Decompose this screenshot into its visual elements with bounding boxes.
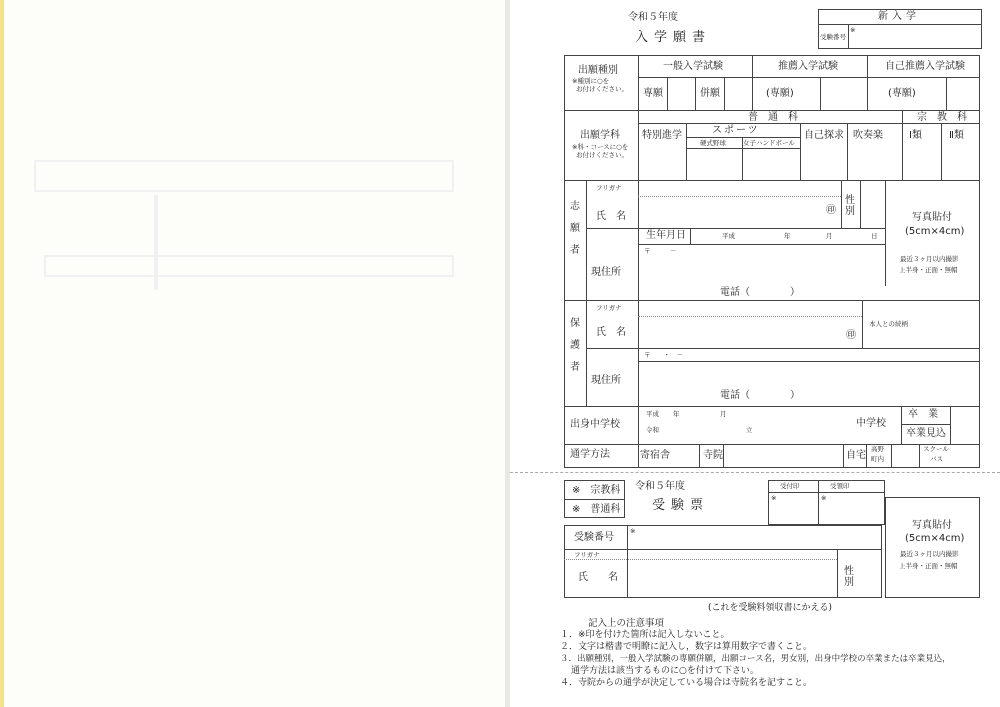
birth-era: 平成 bbox=[722, 232, 735, 240]
bleed-through-shape bbox=[34, 160, 454, 192]
postal-mark: 〒 － bbox=[644, 247, 677, 255]
photo-note: 最近３ヶ月以内撮影 bbox=[900, 550, 959, 558]
postal-mark: 〒 ・ － bbox=[644, 351, 683, 359]
note-item: ３．出願種別，一般入学試験の専願併願，出願コース名，男女別，出身中学校の卒業または卒業見込， bbox=[560, 654, 951, 664]
school-era: 平成 bbox=[646, 410, 659, 418]
birth-month: 月 bbox=[826, 232, 833, 240]
heigan-option[interactable]: 併願 bbox=[700, 88, 720, 99]
seal-mark: ㊞ bbox=[846, 330, 856, 341]
religion-dept-header: 宗 教 科 bbox=[917, 112, 967, 123]
home-option[interactable]: 自宅 bbox=[846, 450, 866, 461]
form-era: 令和５年度 bbox=[628, 12, 678, 23]
photo-note: 上半身・正面・無帽 bbox=[899, 562, 958, 570]
baseball-option[interactable]: 硬式野球 bbox=[700, 139, 726, 147]
receipt-note: (これを受験料領収書にかえる) bbox=[708, 603, 833, 613]
applicant-address-label: 現住所 bbox=[591, 267, 621, 278]
guardian-section-label: 保護者 bbox=[570, 318, 580, 373]
school-label: 出身中学校 bbox=[570, 419, 620, 430]
school-ritsu: 立 bbox=[746, 426, 753, 434]
seal-mark: ㊞ bbox=[826, 205, 836, 216]
type-note: お付けください。 bbox=[576, 85, 628, 93]
applicant-section-label: 志願者 bbox=[570, 201, 580, 256]
dept-note: ※科・コースに○を bbox=[572, 143, 629, 151]
dept-label: 出願学科 bbox=[580, 130, 620, 141]
office-mark: ※ bbox=[771, 494, 777, 502]
general-exam-option[interactable]: 一般入学試験 bbox=[663, 61, 723, 72]
bus-option[interactable]: スクール bbox=[923, 445, 949, 453]
class2-option[interactable]: Ⅱ類 bbox=[949, 130, 964, 141]
sex-label: 性別 bbox=[845, 195, 855, 217]
tokubetsu-option[interactable]: 特別進学 bbox=[642, 130, 682, 141]
cut-line bbox=[510, 472, 1000, 473]
note-item: １．※印を付けた箇所は記入しないこと。 bbox=[560, 630, 730, 640]
sports-course-header: スポーツ bbox=[712, 125, 760, 136]
form-title: 入学願書 bbox=[635, 30, 712, 45]
received-stamp-label: 受領印 bbox=[830, 482, 850, 490]
handball-option[interactable]: 女子ハンドボール bbox=[743, 139, 795, 147]
applicant-name-label: 氏 名 bbox=[596, 211, 626, 222]
suiso-option[interactable]: 吹奏楽 bbox=[853, 130, 883, 141]
koya-option[interactable]: 高野 bbox=[871, 445, 884, 453]
applicant-tel-label: 電話（ ） bbox=[720, 287, 800, 298]
exam-number-label: 受験番号 bbox=[820, 33, 846, 41]
photo-label: 写真貼付 bbox=[912, 212, 952, 223]
senkan-option[interactable]: (専願) bbox=[888, 88, 916, 99]
graduated-option[interactable]: 卒 業 bbox=[908, 409, 938, 420]
ticket-name-label: 氏 名 bbox=[578, 572, 618, 583]
note-item: ４．寺院からの通学が決定している場合は寺院名を記すこと。 bbox=[560, 678, 813, 688]
furigana-label: フリガナ bbox=[574, 551, 600, 559]
office-mark: ※ bbox=[821, 494, 827, 502]
senkan-option[interactable]: (専願) bbox=[766, 88, 794, 99]
expected-grad-option[interactable]: 卒業見込 bbox=[906, 428, 946, 439]
ticket-religion-option[interactable]: ※ 宗教科 bbox=[572, 485, 621, 496]
photo-label: 写真貼付 bbox=[912, 520, 952, 531]
ticket-sex-label: 性別 bbox=[844, 566, 854, 588]
ticket-title: 受験票 bbox=[652, 498, 710, 513]
guardian-address-label: 現住所 bbox=[591, 375, 621, 386]
senkan-option[interactable]: 専願 bbox=[643, 88, 663, 99]
photo-size: (5cm×4cm) bbox=[905, 226, 965, 237]
general-dept-header: 普 通 科 bbox=[748, 112, 798, 123]
ticket-general-option[interactable]: ※ 普通科 bbox=[572, 504, 621, 515]
receipt-stamp-label: 受付印 bbox=[780, 482, 800, 490]
photo-size: (5cm×4cm) bbox=[905, 533, 965, 544]
new-admission-label: 新入学 bbox=[878, 11, 920, 22]
relation-label: 本人との続柄 bbox=[869, 320, 908, 328]
furigana-label: フリガナ bbox=[596, 304, 622, 312]
recommend-exam-option[interactable]: 推薦入学試験 bbox=[778, 61, 838, 72]
koya-option[interactable]: 町内 bbox=[871, 455, 884, 463]
dept-note: お付けください。 bbox=[576, 151, 628, 159]
grad-year: 年 bbox=[673, 410, 680, 418]
bleed-through-shape bbox=[44, 255, 454, 277]
note-item: 通学方法は該当するものに○を付けて下さい。 bbox=[571, 666, 759, 676]
type-label: 出願種別 bbox=[578, 65, 618, 76]
birth-day: 日 bbox=[871, 232, 878, 240]
photo-note: 上半身・正面・無帽 bbox=[899, 266, 958, 274]
ticket-exam-number-label: 受験番号 bbox=[574, 532, 614, 543]
temple-option[interactable]: 寺院 bbox=[703, 450, 723, 461]
bus-option[interactable]: バス bbox=[930, 455, 943, 463]
birthdate-label: 生年月日 bbox=[646, 230, 686, 241]
dorm-option[interactable]: 寄宿舎 bbox=[640, 450, 670, 461]
jiko-option[interactable]: 自己探求 bbox=[804, 130, 844, 141]
note-item: ２．文字は楷書で明瞭に記入し，数字は算用数字で書くこと。 bbox=[560, 642, 813, 652]
photo-note: 最近３ヶ月以内撮影 bbox=[900, 255, 959, 263]
self-recommend-option[interactable]: 自己推薦入学試験 bbox=[885, 61, 965, 72]
grad-month: 月 bbox=[720, 410, 727, 418]
birth-year: 年 bbox=[784, 232, 791, 240]
guardian-tel-label: 電話（ ） bbox=[720, 390, 800, 401]
guardian-name-label: 氏 名 bbox=[596, 327, 626, 338]
class1-option[interactable]: Ⅰ類 bbox=[909, 130, 922, 141]
office-mark: ※ bbox=[850, 26, 856, 34]
notes-title: 記入上の注意事項 bbox=[588, 618, 665, 629]
commute-label: 通学方法 bbox=[570, 449, 610, 460]
school-era: 令和 bbox=[646, 426, 659, 434]
furigana-label: フリガナ bbox=[596, 184, 622, 192]
ticket-era: 令和５年度 bbox=[635, 481, 685, 492]
chugakko-label: 中学校 bbox=[856, 418, 886, 429]
type-note: ※種別に○を bbox=[572, 77, 610, 85]
office-mark: ※ bbox=[630, 527, 636, 535]
ticket-photo-box bbox=[885, 497, 980, 598]
